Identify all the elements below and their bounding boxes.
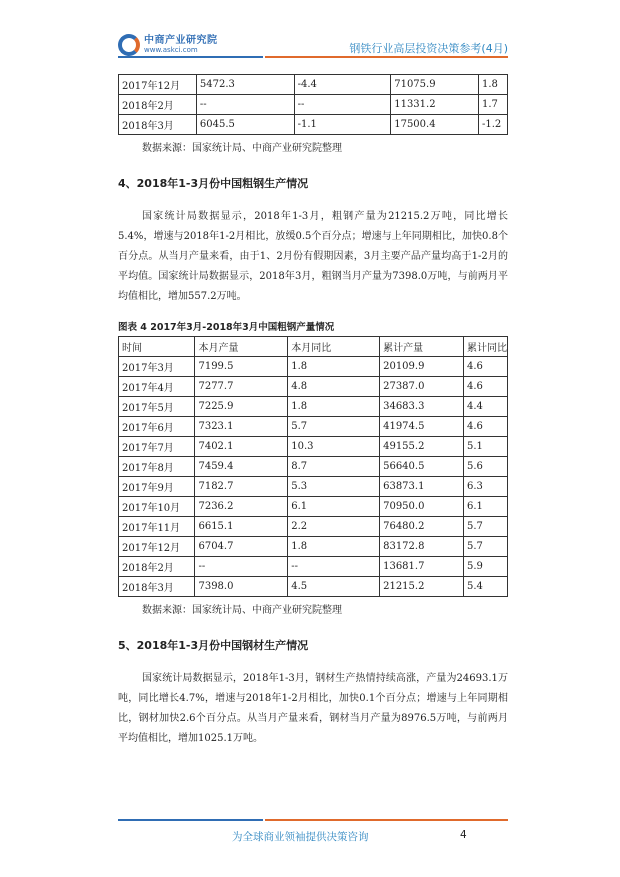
section-5-paragraph: 国家统计局数据显示，2018年1-3月，钢材生产热情持续高涨，产量为24693.1万吨，同比增长4.7%，增速与2018年1-2月相比，加快0.1个百分点；增速与上年同期相比，钢材加快2.6个百分点。从当月产量来看，钢材当月产量为8976.5万吨，与前两月平均值相比，增加1025.1万吨。 xyxy=(118,673,508,744)
table-row xyxy=(119,357,508,377)
section-4-paragraph: 国家统计局数据显示，2018年1-3月，粗钢产量为21215.2万吨，同比增长5.4%，增速与2018年1-2月相比，放缓0.5个百分点；增速与上年同期相比，加快0.8个百分点。从当月产量来看，由于1、2月份有假期因素，3月主要产品产量均高于1-2月的平均值。国家统计局数据显示，2018年3月，粗钢当月产量为7398.0万吨，与前两月平均值相比，增加557.2万吨。 xyxy=(118,211,508,302)
footer-slogan: 为全球商业领袖提供决策咨询 xyxy=(232,831,369,843)
table-cell: 71075.9 xyxy=(391,75,479,95)
table-cell: 1.7 xyxy=(479,95,508,115)
report-title: 钢铁行业高层投资决策参考(4月) xyxy=(349,42,508,55)
table-cell: 2018年2月 xyxy=(119,95,197,115)
table-cell: 7398.0 xyxy=(195,577,288,597)
table-cell: 2017年3月 xyxy=(119,357,195,377)
table-cell: -1.2 xyxy=(479,115,508,135)
table-cell: 7323.1 xyxy=(195,417,288,437)
table-cell: 49155.2 xyxy=(380,437,464,457)
table-cell: 34683.3 xyxy=(380,397,464,417)
table-cell: 41974.5 xyxy=(380,417,464,437)
table-cell: -- xyxy=(294,95,391,115)
table-cell: 6045.5 xyxy=(196,115,294,135)
table-row xyxy=(119,517,508,537)
table-cell: 6.1 xyxy=(463,497,507,517)
table-cell: 6.3 xyxy=(463,477,507,497)
table-cell: 6704.7 xyxy=(195,537,288,557)
table-cell: 17500.4 xyxy=(391,115,479,135)
table-row xyxy=(119,457,508,477)
table-row xyxy=(119,437,508,457)
table-cell: 4.6 xyxy=(463,377,507,397)
table-row xyxy=(119,577,508,597)
table-cell: -1.1 xyxy=(294,115,391,135)
table-cell: 13681.7 xyxy=(380,557,464,577)
page-content xyxy=(118,74,508,749)
table-cell: 83172.8 xyxy=(380,537,464,557)
table-cell: 1.8 xyxy=(479,75,508,95)
column-header: 时间 xyxy=(119,337,195,357)
table-crude-steel-monthly xyxy=(118,336,508,597)
header-rule-orange xyxy=(265,56,508,58)
table-cell: 1.8 xyxy=(288,397,380,417)
table-row xyxy=(119,397,508,417)
table-cell: 2017年5月 xyxy=(119,397,195,417)
table-cell: 27387.0 xyxy=(380,377,464,397)
table-cell: 4.5 xyxy=(288,577,380,597)
table-cell: 2018年2月 xyxy=(119,557,195,577)
table-row xyxy=(119,75,508,95)
section-4-heading: 4、2018年1-3月份中国粗钢生产情况 xyxy=(118,177,309,190)
footer-rule-blue xyxy=(118,819,263,821)
table-cell: 7225.9 xyxy=(195,397,288,417)
table-cell: 6615.1 xyxy=(195,517,288,537)
data-source-note: 数据来源：国家统计局、中商产业研究院整理 xyxy=(142,143,342,154)
header-rule-blue xyxy=(118,56,263,58)
table-cell: 5.1 xyxy=(463,437,507,457)
table-cell: 4.6 xyxy=(463,417,507,437)
table-header-row xyxy=(119,337,508,357)
logo-name: 中商产业研究院 xyxy=(144,35,218,47)
table-cell: -- xyxy=(195,557,288,577)
table-cell: 63873.1 xyxy=(380,477,464,497)
page-number: 4 xyxy=(460,829,467,841)
table-cell: 20109.9 xyxy=(380,357,464,377)
logo-url: www.askci.com xyxy=(144,45,198,54)
column-header: 累计产量 xyxy=(380,337,464,357)
table-row xyxy=(119,417,508,437)
table-cell: 5.7 xyxy=(463,537,507,557)
table-cell: 5472.3 xyxy=(196,75,294,95)
table-cell: 70950.0 xyxy=(380,497,464,517)
figure-4-caption: 图表 4 2017年3月-2018年3月中国粗钢产量情况 xyxy=(118,322,335,333)
table-cell: 2017年7月 xyxy=(119,437,195,457)
table-cell: 8.7 xyxy=(288,457,380,477)
table-cell: 2017年12月 xyxy=(119,75,197,95)
table-cell: 6.1 xyxy=(288,497,380,517)
table-cell: 2017年9月 xyxy=(119,477,195,497)
table-row xyxy=(119,115,508,135)
table-cell: 5.7 xyxy=(463,517,507,537)
table-cell: 1.8 xyxy=(288,537,380,557)
table-cell: 2.2 xyxy=(288,517,380,537)
column-header: 本月产量 xyxy=(195,337,288,357)
data-source-note: 数据来源：国家统计局、中商产业研究院整理 xyxy=(142,605,342,616)
logo-icon xyxy=(118,34,140,56)
table-cell: 11331.2 xyxy=(391,95,479,115)
table-cell: 4.6 xyxy=(463,357,507,377)
table-cell: 7199.5 xyxy=(195,357,288,377)
table-cell: 56640.5 xyxy=(380,457,464,477)
table-cell: 5.9 xyxy=(463,557,507,577)
table-cell: 2017年10月 xyxy=(119,497,195,517)
table-cell: 2017年6月 xyxy=(119,417,195,437)
table-cell: 10.3 xyxy=(288,437,380,457)
table-cell: 2018年3月 xyxy=(119,577,195,597)
footer-rule-orange xyxy=(265,819,508,821)
table-cell: 2017年11月 xyxy=(119,517,195,537)
table-cell: 2017年12月 xyxy=(119,537,195,557)
column-header: 本月同比 xyxy=(288,337,380,357)
table-cell: 1.8 xyxy=(288,357,380,377)
table-cell: 21215.2 xyxy=(380,577,464,597)
column-header: 累计同比 xyxy=(463,337,507,357)
table-row xyxy=(119,95,508,115)
table-row xyxy=(119,477,508,497)
table-cell: 76480.2 xyxy=(380,517,464,537)
table-cell: 4.8 xyxy=(288,377,380,397)
table-row xyxy=(119,497,508,517)
table-cell: 7402.1 xyxy=(195,437,288,457)
table-cell: 7277.7 xyxy=(195,377,288,397)
page-header xyxy=(118,18,508,58)
table-cell: 2018年3月 xyxy=(119,115,197,135)
table-cell: 5.7 xyxy=(288,417,380,437)
table-row xyxy=(119,377,508,397)
table-cell: -4.4 xyxy=(294,75,391,95)
table-cell: 7236.2 xyxy=(195,497,288,517)
table-cell: -- xyxy=(196,95,294,115)
table-row xyxy=(119,557,508,577)
table-cell: 7459.4 xyxy=(195,457,288,477)
table-cell: 4.4 xyxy=(463,397,507,417)
table-cell: 2017年8月 xyxy=(119,457,195,477)
table-cell: 5.6 xyxy=(463,457,507,477)
table-cell: 7182.7 xyxy=(195,477,288,497)
table-cell: -- xyxy=(288,557,380,577)
table-cell: 5.3 xyxy=(288,477,380,497)
section-5-heading: 5、2018年1-3月份中国钢材生产情况 xyxy=(118,639,309,652)
table-row xyxy=(119,537,508,557)
table-crude-steel-continued xyxy=(118,74,508,135)
table-cell: 2017年4月 xyxy=(119,377,195,397)
table-cell: 5.4 xyxy=(463,577,507,597)
